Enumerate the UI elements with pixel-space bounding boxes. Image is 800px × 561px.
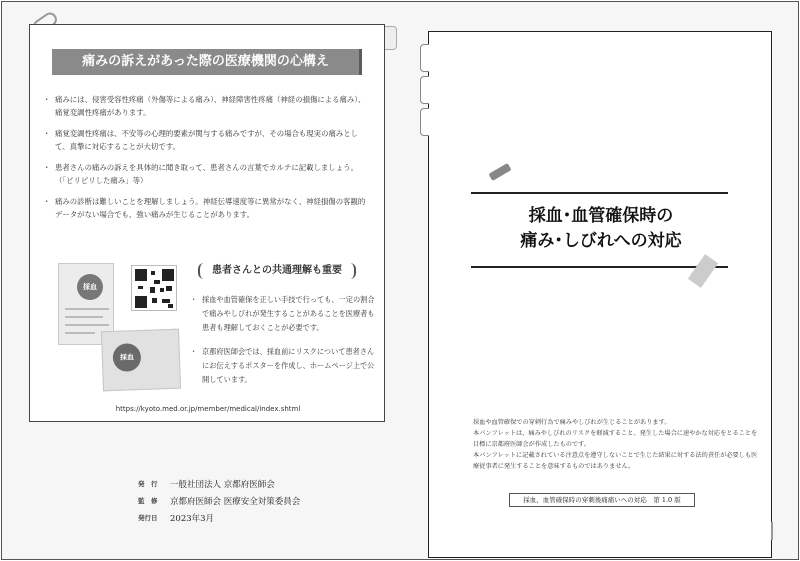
version-label: 採血、血管確保時の穿刺後痛痛いへの対応 第 1.0 版: [509, 493, 695, 507]
reference-url[interactable]: https://kyoto.med.or.jp/member/medical/index.shtml: [115, 405, 301, 413]
colophon-row: [138, 509, 398, 526]
colophon-value: 京都府医師会 医療安全対策委員会: [170, 496, 301, 507]
qr-code[interactable]: [131, 265, 177, 311]
intro-paragraph: 採血や血管確保での穿刺行為で痛みやしびれが生じることがあります。: [473, 419, 671, 426]
bullet-item: ・ 痛覚変調性疼痛は、不安等の心理的要素が関与する痛みですが、その場合も現実の痛みとして、真摯に対応することが大切です。: [46, 127, 372, 153]
page-tab: [420, 76, 429, 104]
colophon-value: 一般社団法人 京都府医師会: [170, 479, 275, 490]
pushpin-icon: [488, 163, 511, 181]
sub-bullet-list: [192, 293, 380, 397]
cover-title: [429, 204, 773, 254]
sub-bullet-item: ・ 採血や血管確保を正しい手技で行っても、一定の割合で痛みやしびれが発生することがあることを医療者も患者も理解しておくことが必要です。: [192, 293, 380, 335]
divider: [471, 266, 728, 268]
intro-paragraph: 本パンフレットは、痛みやしびれのリスクを軽減すること、発生した場合に速やかな対応をとることを目標に京都府医師会が作成したものです。: [473, 430, 758, 448]
cover-page: [428, 31, 772, 558]
page-tab: [420, 108, 429, 136]
bullet-item: ・ 痛みの診断は難しいことを理解しましょう。神経伝導速度等に異常がなく、神経損傷の客観的データがない場合でも、強い痛みが生じることがあります。: [46, 195, 372, 221]
bullet-item: ・ 患者さんの痛みの訴えを具体的に聞き取って、患者さんの言葉でカルテに記載しましょう。（「ピリピリした痛み」等）: [46, 161, 372, 187]
colophon-value: 2023年3月: [170, 513, 215, 524]
bullet-item: ・ 痛みには、侵害受容性疼痛（外傷等による痛み）、神経障害性疼痛（神経の損傷による痛み）、痛覚変調性疼痛があります。: [46, 93, 372, 119]
cover-title-line: 採血･血管確保時の: [528, 206, 674, 226]
colophon-key: 監 修: [138, 497, 158, 505]
card-heading: 痛みの訴えがあった際の医療機関の心構え: [52, 49, 362, 75]
intro-text: [473, 417, 763, 472]
intro-paragraph: 本パンフレットに記載されている注意点を遵守しないことで生じた結果に対する法的責任が必要しも医療従事者に発生することを意味するものではありません。: [473, 452, 758, 470]
colophon-row: [138, 475, 398, 492]
poster-thumbnail-label: 採血: [77, 274, 103, 300]
colophon-key: 発 行: [138, 480, 158, 488]
subheading: 患者さんとの共通理解も重要: [198, 263, 356, 279]
divider: [471, 192, 728, 194]
colophon-row: [138, 492, 398, 509]
poster-thumbnail-2: [101, 329, 181, 392]
poster-thumbnail-label: 採血: [112, 343, 141, 372]
sub-bullet-item: ・ 京都府医師会では、採血前にリスクについて患者さんにお伝えするポスターを作成し、ホームページ上で公開しています。: [192, 345, 380, 387]
page-tab: [420, 44, 429, 72]
corner-mark: [765, 522, 773, 540]
page-tab: [385, 26, 397, 50]
colophon-key: 発行日: [138, 514, 158, 522]
bullet-list: [46, 93, 372, 229]
colophon: [138, 475, 398, 526]
tape-icon: [688, 254, 718, 288]
info-card: [29, 24, 385, 422]
cover-title-line: 痛み･しびれへの対応: [520, 231, 682, 251]
